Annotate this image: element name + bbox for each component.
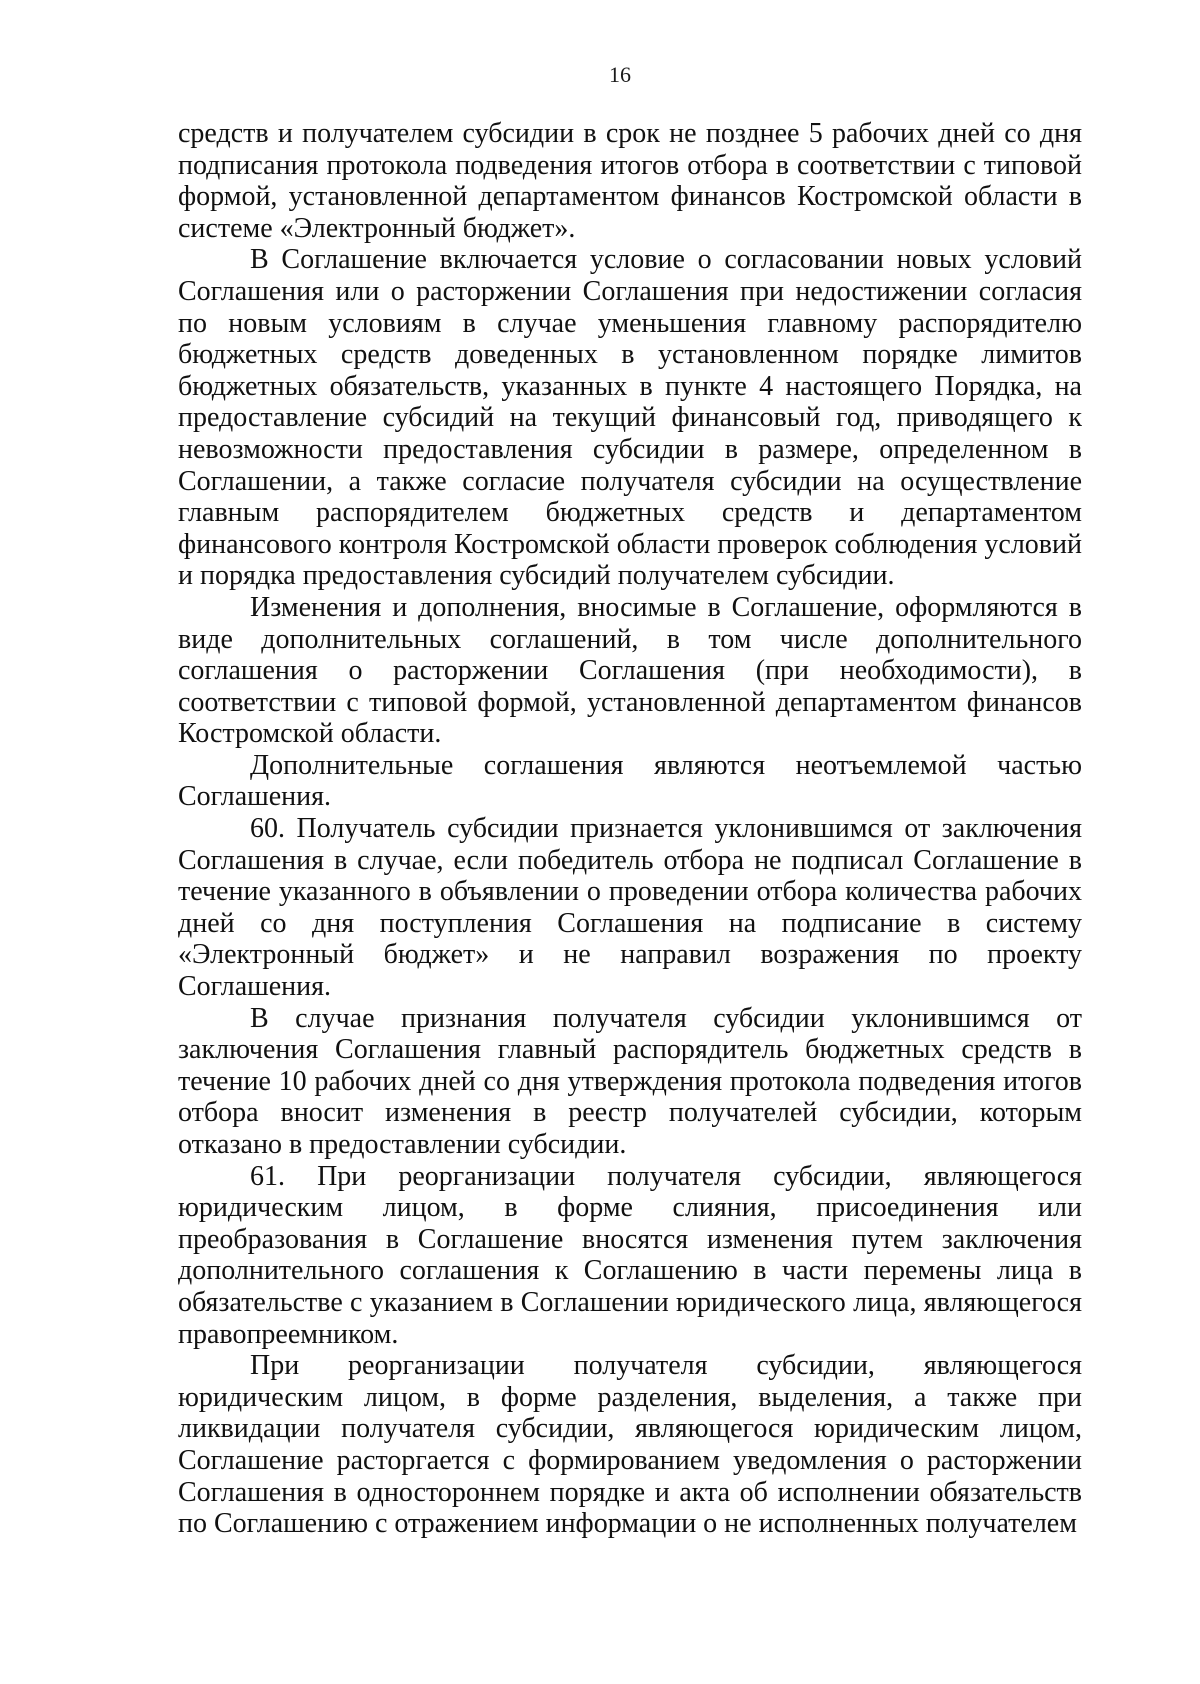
paragraph-continuation: средств и получателем субсидии в срок не позднее 5 рабочих дней со дня подписания протокола подведения итогов отбора в соответствии с типовой формой, установленной департаментом финансов Костромской области в системе «Электронный бюджет». xyxy=(178,118,1082,244)
paragraph-additional-agreements: Дополнительные соглашения являются неотъемлемой частью Соглашения. xyxy=(178,749,1082,813)
paragraph-agreement-conditions: В Соглашение включается условие о согласовании новых условий Соглашения или о расторжении Соглашения при недостижении согласия по новым условиям в случае уменьшения главному распорядителю бюджетных средств доведенных в установленном порядке лимитов бюджетных обязательств, указанных в пункте 4 настоящего Порядка, на предоставление субсидий на текущий финансовый год, приводящего к невозможности предоставления субсидии в размере, определенном в Соглашении, а также согласие получателя субсидии на осуществление главным распорядителем бюджетных средств и департаментом финансового контроля Костромской области проверок соблюдения условий и порядка предоставления субсидий получателем субсидии. xyxy=(178,244,1082,592)
document-body xyxy=(178,118,1082,1540)
paragraph-evasion-consequences: В случае признания получателя субсидии уклонившимся от заключения Соглашения главный распорядитель бюджетных средств в течение 10 рабочих дней со дня утверждения протокола подведения итогов отбора вносит изменения в реестр получателей субсидии, которым отказано в предоставлении субсидии. xyxy=(178,1002,1082,1160)
page-number: 16 xyxy=(609,62,631,87)
paragraph-item-61: 61. При реорганизации получателя субсидии, являющегося юридическим лицом, в форме слияния, присоединения или преобразования в Соглашение вносятся изменения путем заключения дополнительного соглашения к Соглашению в части перемены лица в обязательстве с указанием в Соглашении юридического лица, являющегося правопреемником. xyxy=(178,1160,1082,1350)
paragraph-reorganization-termination: При реорганизации получателя субсидии, являющегося юридическим лицом, в форме разделения, выделения, а также при ликвидации получателя субсидии, являющегося юридическим лицом, Соглашение расторгается с формированием уведомления о расторжении Соглашения в одностороннем порядке и акта об исполнении обязательств по Соглашению с отражением информации о не исполненных получателем xyxy=(178,1350,1082,1540)
paragraph-item-60: 60. Получатель субсидии признается уклонившимся от заключения Соглашения в случае, если победитель отбора не подписал Соглашение в течение указанного в объявлении о проведении отбора количества рабочих дней со дня поступления Соглашения на подписание в систему «Электронный бюджет» и не направил возражения по проекту Соглашения. xyxy=(178,813,1082,1003)
paragraph-amendments: Изменения и дополнения, вносимые в Соглашение, оформляются в виде дополнительных соглашений, в том числе дополнительного соглашения о расторжении Соглашения (при необходимости), в соответствии с типовой формой, установленной департаментом финансов Костромской области. xyxy=(178,591,1082,750)
